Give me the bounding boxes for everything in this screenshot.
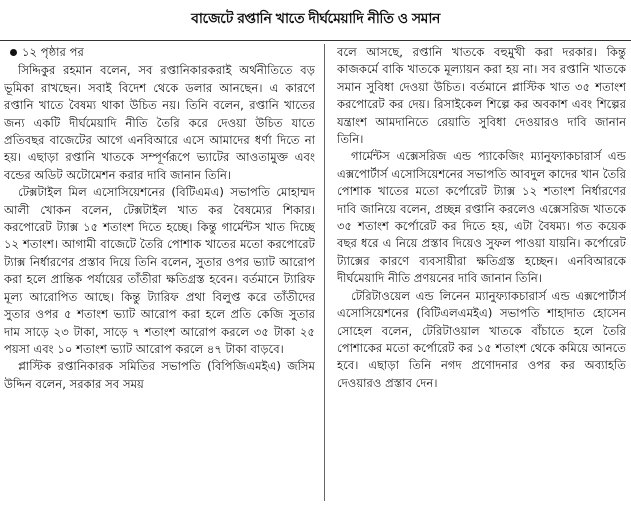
right-column <box>337 44 626 503</box>
headline: বাজেটে রপ্তানি খাতে দীর্ঘমেয়াদি নীতি ও সমান <box>191 11 440 27</box>
article-paragraph: প্লাস্টিক রপ্তানিকারক সমিতির সভাপতি (বিপিজিএমইএ) জসিম উদ্দিন বলেন, সরকার সব সময় <box>4 359 315 391</box>
article-paragraph: টেক্সটাইল মিল এসোসিয়েশনের (বিটিএমএ) সভাপতি মোহাম্মদ আলী খোকন বলেন, টেক্সটাইল খাত কর বৈষম্যের শিকার। করপোরেট ট্যাক্স ১৫ শতাংশ দিতে হচ্ছে। কিন্তু গার্মেন্টস খাত দিচ্ছে ১২ শতাংশ। আগামী বাজেটে তৈরি পোশাক খাতের মতো করপোরেট ট্যাক্স নির্ধারণের প্রস্তাব দিয়ে তিনি বলেন, সুতার ওপর ভ্যাট আরোপ করা হলে প্রান্তিক পর্যায়ের তাঁতীরা ক্ষতিগ্রস্ত হবেন। বর্তমানে ট্যারিফ মূল্য আরোপিত আছে। কিন্তু ট্যারিফ প্রথা বিলুপ্ত করে তাঁতীদের সুতার ওপর ৫ শতাংশ ভ্যাট আরোপ করা হলে প্রতি কেজি সুতার দাম সাড়ে ২৩ টাকা, সাড়ে ৭ শতাংশ আরোপ করলে ৩৫ টাকা ২৫ পয়সা এবং ১০ শতাংশ ভ্যাট আরোপ করলে ৪৭ টাকা বাড়বে। <box>4 185 315 356</box>
bullet-icon <box>10 49 17 56</box>
headline-rule <box>0 40 631 41</box>
column-divider <box>324 44 325 501</box>
article-paragraph: গার্মেন্টস এক্সেসরিজ এন্ড প্যাকেজিং ম্যানুফ্যাকচারার্স এন্ড এক্সপোর্টার্স এসোসিয়েশনের সভাপতি আবদুল কাদের খান তৈরি পোশাক খাতের মতো কর্পোরেট ট্যাক্স ১২ শতাংশ নির্ধারণের দাবি জানিয়ে বলেন, প্রচ্ছন্ন রপ্তানি করলেও এক্সেসরিজ খাতকে ৩৫ শতাংশ কর্পোরেট কর দিতে হয়, এটা বৈষম্য। গত কয়েক বছর ধরে এ নিয়ে প্রস্তাব দিয়েও সুফল পাওয়া যায়নি। কর্পোরেট ট্যাক্সের কারণে ব্যবসায়ীরা ক্ষতিগ্রস্ত হচ্ছেন। এনবিআরকে দীর্ঘমেয়াদি নীতি প্রণয়নের দাবি জানান তিনি। <box>337 149 626 286</box>
continuation-label: ১২ পৃষ্ঠার পর <box>22 45 84 59</box>
left-column <box>4 44 315 503</box>
article-paragraph: সিদ্দিকুর রহমান বলেন, সব রপ্তানিকারকরাই অর্থনীতিতে বড় ভূমিকা রাখছেন। সবাই বিদেশ থেকে ডলার আনছেন। এ কারণে রপ্তানি খাতে বৈষম্য থাকা উচিত নয়। তিনি বলেন, রপ্তানি খাতের জন্য একটি দীর্ঘমেয়াদি নীতি তৈরি করে দেওয়া উচিত যাতে প্রতিবছর বাজেটের আগে এনবিআরে এসে আমাদের ধর্ণা দিতে না হয়। এছাড়া রপ্তানি খাতকে সম্পূর্ণরূপে ভ্যাটের আওতামুক্ত এবং বন্ডের অডিট অটোমেশন করার দাবি জানান তিনি। <box>4 63 315 182</box>
continuation-line <box>4 44 315 61</box>
article-paragraph: বলে আসছে, রপ্তানি খাতকে বহুমুখী করা দরকার। কিন্তু কাজকর্মে বাকি খাতকে মূল্যায়ন করা হয় না। সব রপ্তানি খাতকে সমান সুবিধা দেওয়া উচিত। বর্তমানে প্লাস্টিক খাত ৩৫ শতাংশ করপোরেট কর দেয়। রিসাইকেল শিল্পে কর অবকাশ এবং শিল্পের যন্ত্রাংশ আমদানিতে রেয়াতি সুবিধা দেওয়ারও দাবি জানান তিনি। <box>337 45 626 147</box>
article-paragraph: টেরিটাওয়েল এন্ড লিনেন ম্যানুফ্যাকচারার্স এন্ড এক্সপোর্টার্স এসোসিয়েশনের (বিটিএলএমইএ) সভাপতি শাহাদাত হোসেন সোহেল বলেন, টেরিটাওয়াল খাতকে বাঁচাতে হলে তৈরি পোশাকের মতো কর্পোরেট কর ১৫ শতাংশ থেকে কমিয়ে আনতে হবে। এছাড়া তিনি নগদ প্রণোদনার ওপর কর অব্যাহতি দেওয়ারও প্রস্তাব দেন। <box>337 288 626 390</box>
